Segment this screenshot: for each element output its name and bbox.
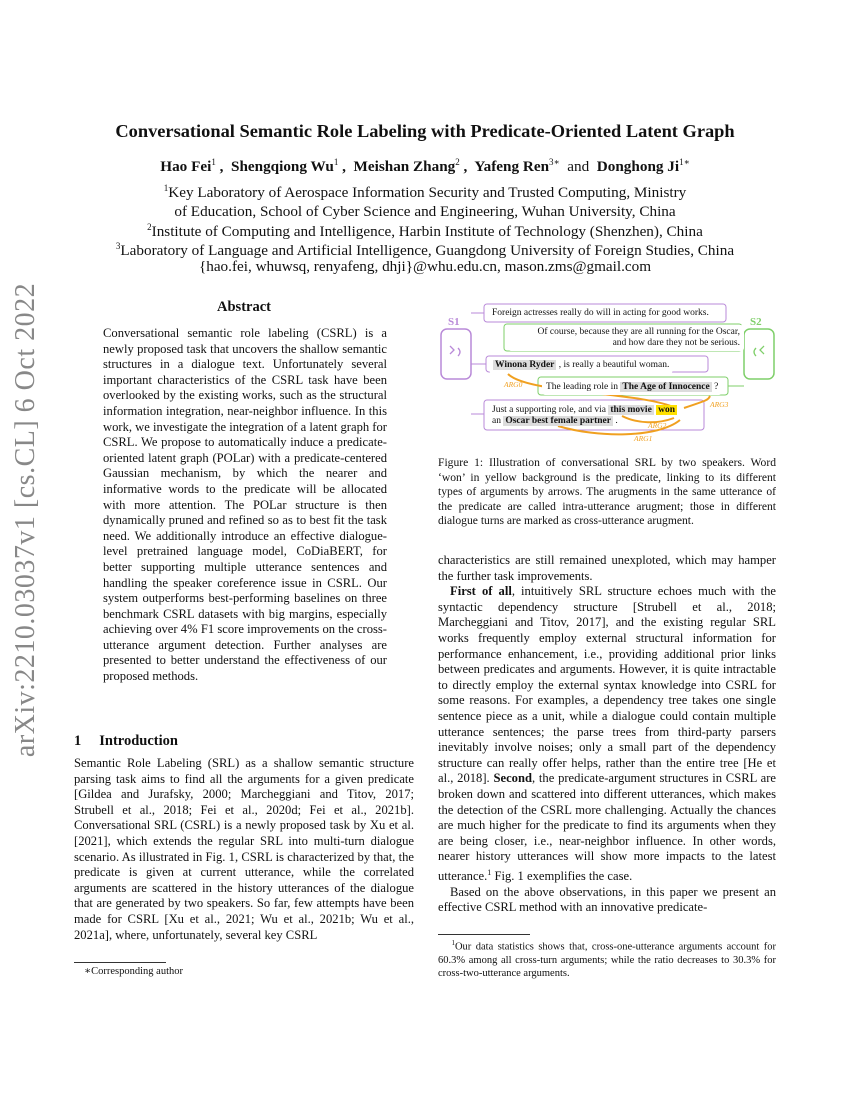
paragraph-text: , intuitively SRL structure echoes much with the syntactic dependency structure [Strubell et al., 2018; Marcheggiani and Titov, 2017], and the existing regular SRL works frequently employ external structural information for performance enhancement, i.e., providing additional prior links between predicates and arguments. However, it is quite intractable to directly employ the external syntax knowledge into CSRL for some reasons. For examples, a dependency tree takes one single sentence piece as a unit, while a dialogue could contain multiple utterance sentences; the parse trees from third-party parsers inevitably involve noises; only a small part of the dependency structure can really offer helps, rather than the entire tree [He et al., 2018]. <box>438 584 776 786</box>
author-name: Hao Fei <box>160 158 212 176</box>
aff-sup: 1 <box>163 183 169 193</box>
utterance-text: Just a supporting role, and via <box>492 405 606 415</box>
argument-span: this movie <box>610 405 652 415</box>
utterance-text: ? <box>714 382 719 392</box>
bold-lead: Second <box>493 771 532 786</box>
footnote-rule <box>438 934 530 935</box>
author-name: Yafeng Ren <box>474 158 550 176</box>
author-name: Shengqiong Wu <box>231 158 334 176</box>
paragraph: characteristics are still remained unexploted, which may hamper the further task improvements. <box>438 553 776 583</box>
paragraph: Based on the above observations, in this paper we present an effective CSRL method with an innovative predicate- <box>438 884 776 915</box>
abstract-heading: Abstract <box>217 299 271 315</box>
footnote-mark: 1 <box>487 867 492 877</box>
footnote-rule <box>74 962 166 963</box>
utterance-text: . <box>615 416 618 426</box>
intro-paragraph: Semantic Role Labeling (SRL) as a shallow semantic structure parsing task aims to find all the arguments for a given predicate [Gildea and Jurafsky, 2000; Marcheggiani and Titov, 2017; Strubell et al., 2018; Fei et al., 2020d; Fei et al., 2021b]. Conversational SRL (CSRL) is a newly proposed task by Xu et al. [2021], which extends the regular SRL into multi-turn dialogue scenario. As illustrated in Fig. 1, CSRL is characterized by that, the predicate is given at current utterance, while the correlated arguments are scattered in the history utterances of the dialogue that are generated by two speakers. So far, few attempts have been made for CSRL [Xu et al., 2021; Wu et al., 2021b; Wu et al., 2021a], where, unfortunately, several key CSRL <box>74 756 414 942</box>
bold-lead: First of all <box>450 584 512 599</box>
abstract-text: Conversational semantic role labeling (CSRL) is a newly proposed task that uncovers the shallow semantic structures in a dialogue text. Unfortunately several important characteristics of the CSRL task have been overlooked by the existing works, such as the structural information integration, near-neighbor influence. In this work, we investigate the integration of a latent graph for CSRL. We propose to automatically induce a predicate-oriented latent graph (POLar) with a predicate-centered Gaussian mechanism, by which the nearer and informative words to the predicate will be allocated with more attention. The POLar structure is then dynamically pruned and refined so as to best fit the task need. We additionally introduce an effective dialogue-level pretrained language model, CoDiaBERT, for better supporting multiple utterance sentences and handling the speaker coreference issue in CSRL. Our system outperforms best-performing baselines on three benchmark CSRL datasets with big margins, especially achieving over 4% F1 score improvements on the cross-utterance argument detection. Further analyses are presented to better understand the effectiveness of our proposed methods. <box>103 326 387 684</box>
footnote-mark: 1 <box>451 939 455 947</box>
speaker1-icon <box>441 329 471 379</box>
aff-text: Key Laboratory of Aerospace Information Security and Trusted Computing, Ministry <box>168 184 687 202</box>
author-list: Hao Fei$^1$ , Shengqiong Wu$^1$ , Meishan Zhang$^2$ , Yafeng Ren$^{3∗}$ and Donghong $Ji^{1∗}$ <box>160 157 690 176</box>
footnote-right <box>438 937 776 980</box>
author-sup: 2 <box>455 157 460 167</box>
arg2-label: ARG2 <box>648 421 667 430</box>
author-sup: 1 <box>211 157 216 167</box>
arxiv-identifier: arXiv:2210.03037v1 [cs.CL] 6 Oct 2022 <box>10 282 41 758</box>
and-word: and <box>567 158 590 176</box>
aff-text: Laboratory of Language and Artificial Intelligence, Guangdong University of Foreign Studies, China <box>120 242 735 260</box>
figure-caption: Figure 1: Illustration of conversational SRL by two speakers. Word ‘won’ in yellow background is the predicate, linking to its different types of arguments by arrows. The arugments in the same utterance of the predicate are called intra-utterance arugment; those in different dialogue turns are marked as cross-utterance arugment. <box>438 456 776 528</box>
figure-1 <box>438 296 776 446</box>
footnote-corresponding: ∗Corresponding author <box>84 966 183 977</box>
speaker2-icon <box>744 329 774 379</box>
section-heading <box>74 733 178 750</box>
utterance-1: Foreign actresses really do will in acting for good works. <box>488 306 713 321</box>
paragraph-text: Fig. 1 exemplifies the case. <box>491 869 633 884</box>
arg0-label: ARG0 <box>504 380 523 389</box>
utterance-2 <box>508 325 744 351</box>
footnote-text: Our data statistics shows that, cross-one-utterance arguments account for 60.3% among all cross-turn arguments; while the ratio decreases to 30.3% for cross-two-utterance arguments. <box>438 941 776 979</box>
utterance-4 <box>542 380 722 395</box>
aff-sup: 2 <box>147 222 152 232</box>
emails: {hao.fei, whuwsq, renyafeng, dhji}@whu.edu.cn, mason.zms@gmail.com <box>198 258 652 275</box>
paragraph-text: , the predicate-argument structures in CSRL are broken down and scattered into different utterances, which makes the detection of the CSRL more challenging. Actually the chances are much higher for the predicate to find its arguments when they are being closer, i.e., near-neighbor influence. In other words, nearer history utterances will show more impacts to the latest utterance. <box>438 771 776 884</box>
utterance-text: The leading role in <box>546 382 619 392</box>
right-column-body <box>438 553 776 916</box>
affiliation-1 <box>60 179 790 221</box>
argument-span: Oscar best female partner <box>505 416 611 426</box>
speaker1-label: S1 <box>448 316 460 328</box>
utterance-text: and how dare they not be serious. <box>612 338 740 348</box>
author-sup: 1∗ <box>679 157 690 167</box>
author-sup: 3∗ <box>549 157 560 167</box>
aff-sup: 3 <box>115 241 121 251</box>
arg3-label: ARG3 <box>710 400 729 409</box>
author-name: Meishan Zhang <box>353 158 456 176</box>
utterance-text: Of course, because they are all running for the Oscar, <box>537 327 740 337</box>
aff-text: Institute of Computing and Intelligence, Harbin Institute of Technology (Shenzhen), China <box>151 223 703 241</box>
argument-span: Winona Ryder <box>495 360 555 370</box>
predicate-span: won <box>658 405 676 415</box>
author-name: Donghong Ji <box>596 158 680 176</box>
utterance-text: , is really a beautiful woman. <box>558 360 670 370</box>
author-sup: 1 <box>333 157 339 167</box>
paragraph <box>438 584 776 884</box>
section-number: 1 <box>74 733 82 749</box>
arrow-arg3 <box>684 396 710 408</box>
argument-span: The Age of Innocence <box>622 382 710 392</box>
section-title: Introduction <box>99 733 178 749</box>
utterance-text: an <box>492 416 501 426</box>
arg1-label: ARG1 <box>634 434 653 443</box>
utterance-3 <box>489 358 673 373</box>
paper-title: Conversational Semantic Role Labeling with Predicate-Oriented Latent Graph <box>115 121 735 141</box>
speaker2-label: S2 <box>750 316 762 328</box>
aff-text: of Education, School of Cyber Science and Engineering, Wuhan University, China <box>174 203 676 221</box>
